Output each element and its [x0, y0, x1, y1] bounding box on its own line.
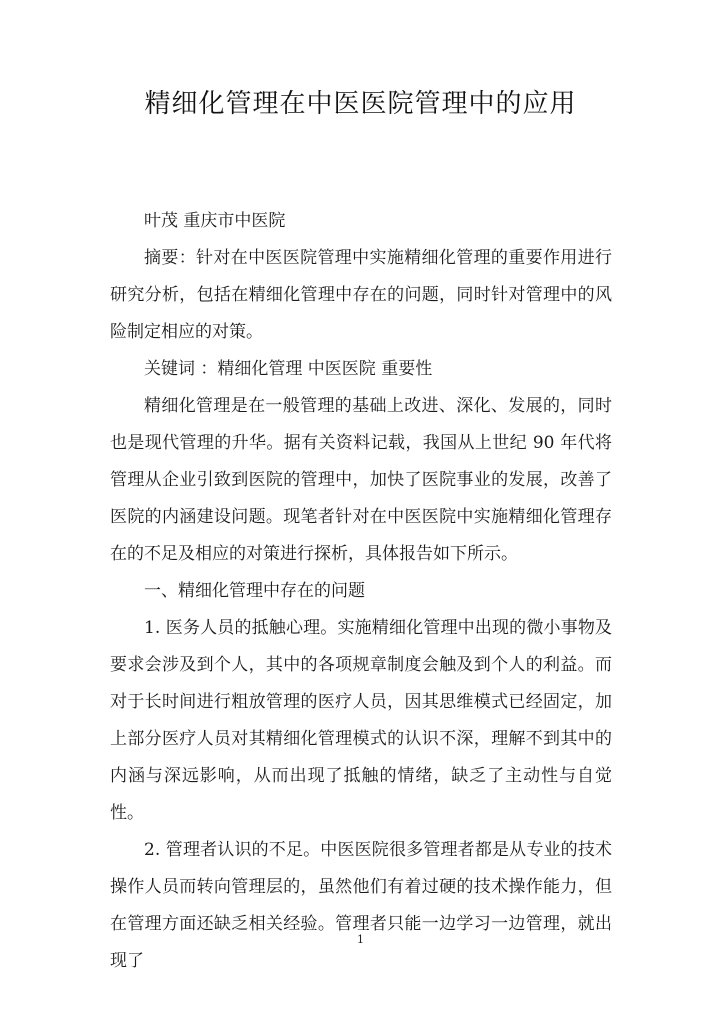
section-paragraph-2: 2. 管理者认识的不足。中医医院很多管理者都是从专业的技术操作人员而转向管理层的，虽然他们有着过硬的技术操作能力，但在管理方面还缺乏相关经验。管理者只能一边学习一边管理，就出现了: [110, 840, 612, 971]
page-number: 1: [357, 933, 364, 946]
intro-paragraph: 精细化管理是在一般管理的基础上改进、深化、发展的，同时也是现代管理的升华。据有关资料记载，我国从上世纪 90 年代将管理从企业引致到医院的管理中，加快了医院事业的发展，改善了医院的内涵建设问题。现笔者针对在中医医院中实施精细化管理存在的不足及相应的对策进行探析，具体报告如下所示。: [110, 396, 612, 564]
document-title: 精细化管理在中医医院管理中的应用: [144, 89, 577, 119]
section-heading: 一、精细化管理中存在的问题: [144, 581, 365, 601]
section-paragraph-1: 1. 医务人员的抵触心理。实施精细化管理中出现的微小事物及要求会涉及到个人，其中的各项规章制度会触及到个人的利益。而对于长时间进行粗放管理的医疗人员，因其思维模式已经固定，加上部分医疗人员对其精细化管理模式的认识不深，理解不到其中的内涵与深远影响，从而出现了抵触的情绪，缺乏了主动性与自觉性。: [110, 618, 612, 823]
keywords-line: 关键词 ：精细化管理 中医医院 重要性: [144, 359, 433, 379]
abstract-paragraph: 摘要：针对在中医医院管理中实施精细化管理的重要作用进行研究分析，包括在精细化管理中存在的问题，同时针对管理中的风险制定相应的对策。: [110, 248, 612, 342]
author-line: 叶茂 重庆市中医院: [144, 211, 286, 231]
document-body: [110, 203, 612, 980]
